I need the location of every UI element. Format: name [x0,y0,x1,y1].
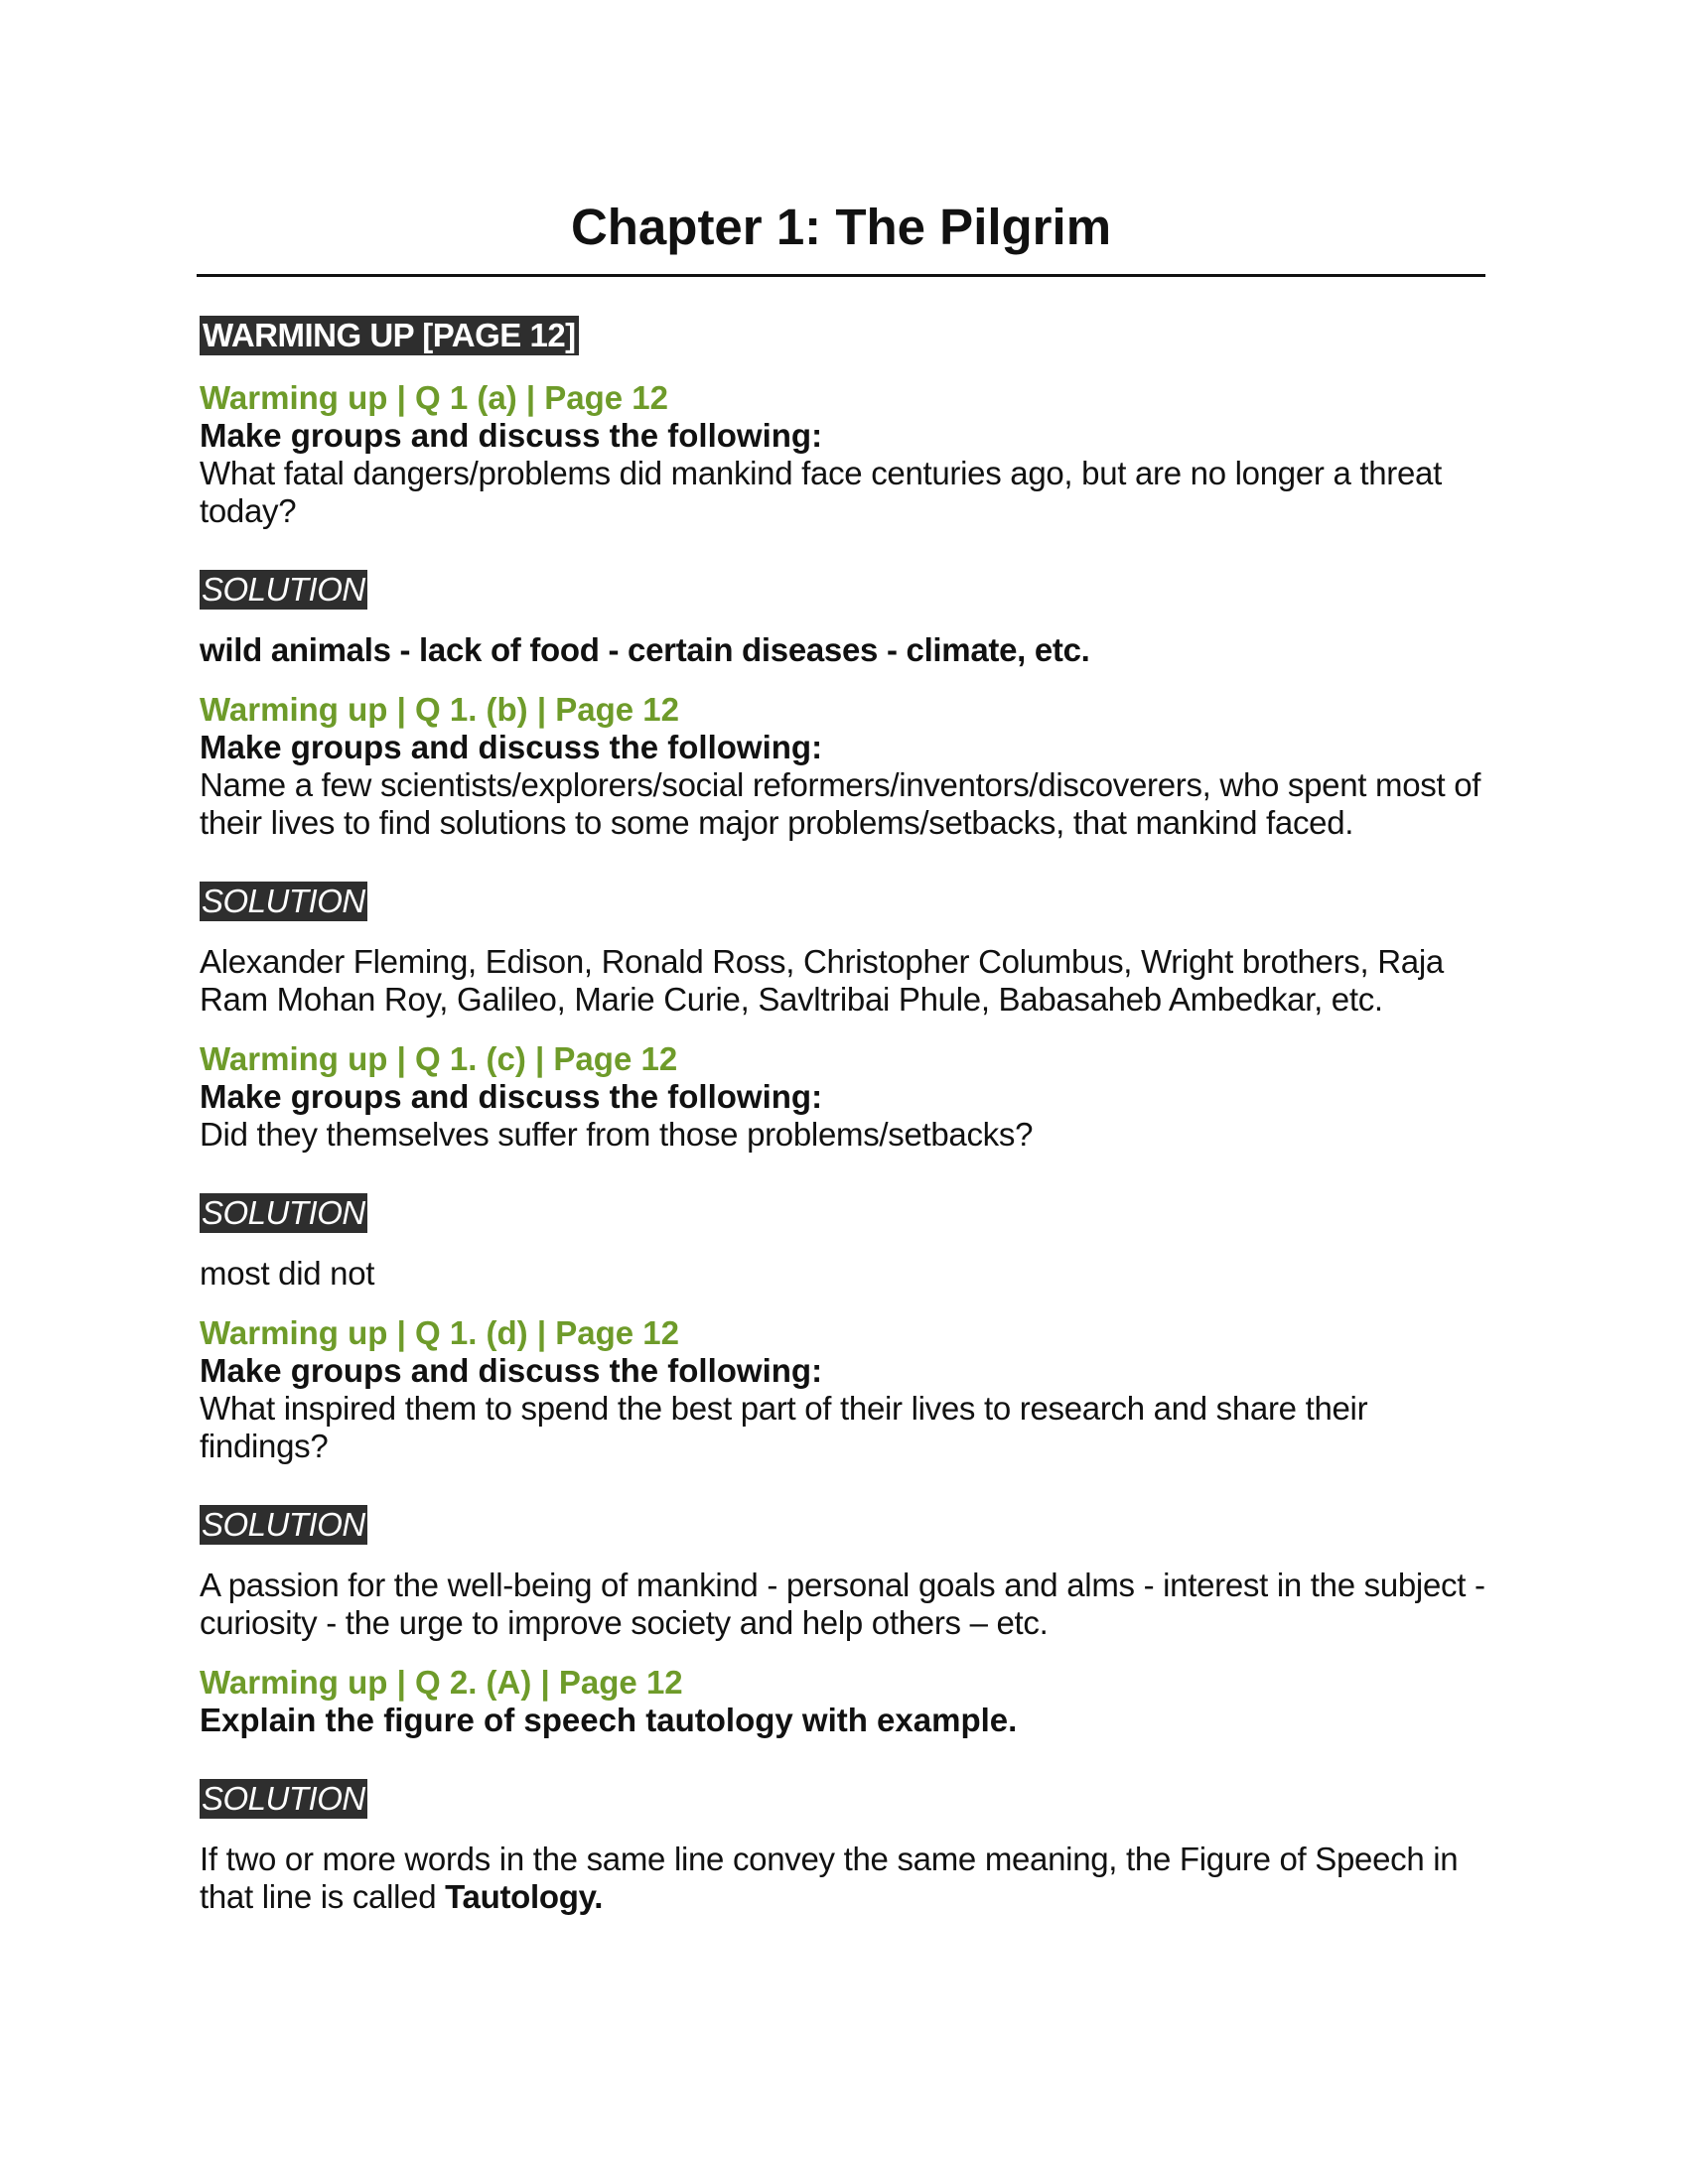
question-block [200,379,1485,669]
question-block [200,1314,1485,1642]
solution-term: Tautology. [445,1878,604,1915]
solution-text: Alexander Fleming, Edison, Ronald Ross, Christopher Columbus, Wright brothers, Raja Ram Mohan Roy, Galileo, Marie Curie, Savltribai Phule, Babasaheb Ambedkar, etc. [200,943,1444,1018]
question-heading: Warming up | Q 1 (a) | Page 12 [200,379,669,416]
solution-label: SOLUTION [202,883,365,919]
question-text: What fatal dangers/problems did mankind face centuries ago, but are no longer a threat today? [200,455,1442,529]
section-label: WARMING UP [PAGE 12] [200,316,579,355]
solution-text [200,1841,1485,1916]
question-text: What inspired them to spend the best part of their lives to research and share their findings? [200,1390,1368,1464]
document-content [200,316,1485,1938]
chapter-title: Chapter 1: The Pilgrim [570,199,1112,255]
solution-text-body: If two or more words in the same line convey the same meaning, the Figure of Speech in that line is called [200,1841,1459,1915]
question-prompt: Make groups and discuss the following: [200,1078,823,1115]
title-divider [197,274,1485,277]
question-block [200,691,1485,1019]
question-heading: Warming up | Q 1. (b) | Page 12 [200,691,679,728]
question-heading: Warming up | Q 1. (d) | Page 12 [200,1314,679,1351]
question-prompt: Make groups and discuss the following: [200,1352,823,1389]
question-block [200,1664,1485,1916]
question-prompt: Explain the figure of speech tautology with example. [200,1702,1018,1738]
solution-text: A passion for the well-being of mankind - personal goals and alms - interest in the subject - curiosity - the urge to improve society and help others – etc. [200,1567,1485,1641]
question-heading: Warming up | Q 2. (A) | Page 12 [200,1664,683,1701]
solution-label: SOLUTION [202,1194,365,1231]
solution-label: SOLUTION [202,571,365,608]
solution-text: wild animals - lack of food - certain diseases - climate, etc. [200,631,1090,668]
question-heading: Warming up | Q 1. (c) | Page 12 [200,1040,678,1077]
question-text: Name a few scientists/explorers/social reformers/inventors/discoverers, who spent most of their lives to find solutions to some major problems/setbacks, that mankind faced. [200,766,1481,841]
question-text: Did they themselves suffer from those problems/setbacks? [200,1116,1034,1153]
solution-label: SOLUTION [202,1780,365,1817]
question-prompt: Make groups and discuss the following: [200,729,823,765]
question-prompt: Make groups and discuss the following: [200,417,823,454]
solution-label: SOLUTION [202,1506,365,1543]
solution-text: most did not [200,1255,375,1292]
question-block [200,1040,1485,1293]
